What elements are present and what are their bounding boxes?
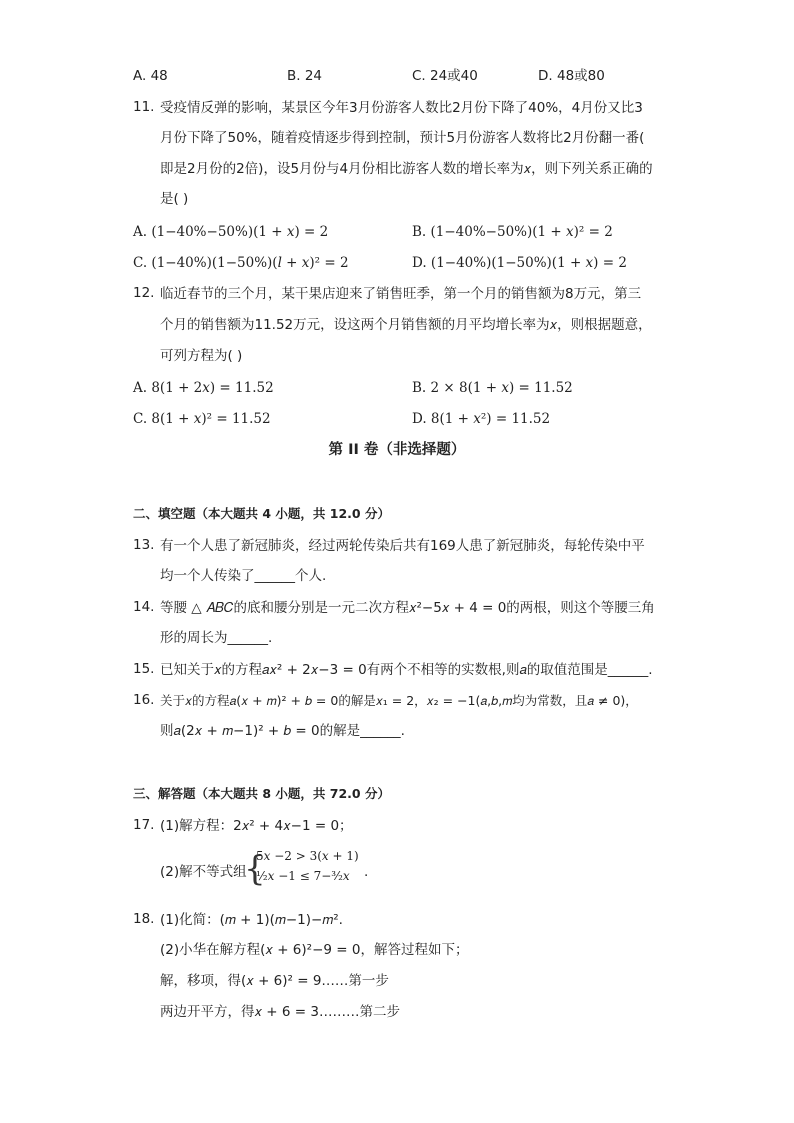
q16-line-2: 则𝑎(2𝑥 + 𝑚−1)² + 𝑏 = 0的解是______. [160,723,405,739]
q13-number: 13. [133,537,155,553]
q12-option-a: A. 8(1 + 2𝑥) = 11.52 [133,380,274,396]
q12-option-c: C. 8(1 + 𝑥)² = 11.52 [133,411,271,427]
q10-option-b: B. 24 [287,68,323,84]
q18-line-4: 两边开平方，得𝑥 + 6 = 3………第二步 [160,1004,400,1020]
q12-line-1: 临近春节的三个月，某干果店迎来了销售旺季，第一个月的销售额为8万元，第三 [160,286,642,302]
q11-number: 11. [133,99,155,115]
q12-number: 12. [133,285,155,301]
q17-part2-suffix: . [364,864,369,880]
q11-option-c: C. (1−40%)(1−50%)(𝑙 + 𝑥)² = 2 [133,255,349,271]
q18-line-1: (1)化简：(𝑚 + 1)(𝑚−1)−𝑚². [160,912,343,928]
q10-option-a: A. 48 [133,68,168,84]
q11-line-3: 即是2月份的2倍)，设5月份与4月份相比游客人数的增长率为𝑥，则下列关系正确的 [160,161,653,177]
q16-line-1: 关于𝑥的方程𝑎(𝑥 + 𝑚)² + 𝑏 = 0的解是𝑥₁ = 2，𝑥₂ = −1(𝑎,𝑏,𝑚均为常数，且𝑎 ≠ 0)， [160,693,638,708]
part2-title: 第 II 卷（非选择题） [328,442,466,458]
section3-header: 三、解答题（本大题共 8 小题，共 72.0 分） [133,786,390,801]
q11-option-b: B. (1−40%−50%)(1 + 𝑥)² = 2 [412,224,613,240]
q10-option-c: C. 24或40 [412,68,478,84]
q17-inequality-2: ½𝑥 −1 ≤ 7−³⁄₂𝑥 [256,869,350,883]
q14-number: 14. [133,599,155,615]
system-brace-icon: { [244,849,266,889]
q15-line-1: 已知关于𝑥的方程𝑎𝑥² + 2𝑥−3 = 0有两个不相等的实数根,则𝑎的取值范围是______. [160,662,653,678]
q17-number: 17. [133,817,155,833]
q12-option-d: D. 8(1 + 𝑥²) = 11.52 [412,411,551,427]
q16-number: 16. [133,692,155,708]
q18-number: 18. [133,911,155,927]
q17-part2-prefix: (2)解不等式组 [160,864,247,880]
q15-number: 15. [133,661,155,677]
q13-line-2: 均一个人传染了______个人. [160,568,327,584]
q11-option-a: A. (1−40%−50%)(1 + 𝑥) = 2 [133,224,329,240]
q11-option-d: D. (1−40%)(1−50%)(1 + 𝑥) = 2 [412,255,627,271]
q10-option-d: D. 48或80 [538,68,605,84]
q11-line-4: 是( ) [160,191,189,207]
q11-line-2: 月份下降了50%，随着疫情逐步得到控制，预计5月份游客人数将比2月份翻一番( [160,130,645,146]
q14-line-2: 形的周长为______. [160,630,273,646]
q18-line-2: (2)小华在解方程(𝑥 + 6)²−9 = 0，解答过程如下； [160,942,469,958]
section2-header: 二、填空题（本大题共 4 小题，共 12.0 分） [133,506,390,521]
q13-line-1: 有一个人患了新冠肺炎，经过两轮传染后共有169人患了新冠肺炎，每轮传染中平 [160,538,645,554]
q12-option-b: B. 2 × 8(1 + 𝑥) = 11.52 [412,380,573,396]
q17-inequality-1: 5𝑥 −2 > 3(𝑥 + 1) [256,849,359,863]
q18-line-3: 解，移项，得(𝑥 + 6)² = 9……第一步 [160,973,389,989]
q14-line-1: 等腰 △ 𝐴𝐵𝐶的底和腰分别是一元二次方程𝑥²−5𝑥 + 4 = 0的两根，则这个等腰三角 [160,600,655,616]
q17-part1: (1)解方程：2𝑥² + 4𝑥−1 = 0； [160,818,353,834]
q11-line-1: 受疫情反弹的影响，某景区今年3月份游客人数比2月份下降了40%，4月份又比3 [160,100,643,116]
q12-line-3: 可列方程为( ) [160,348,243,364]
q12-line-2: 个月的销售额为11.52万元，设这两个月销售额的月平均增长率为𝑥，则根据题意， [160,317,652,333]
